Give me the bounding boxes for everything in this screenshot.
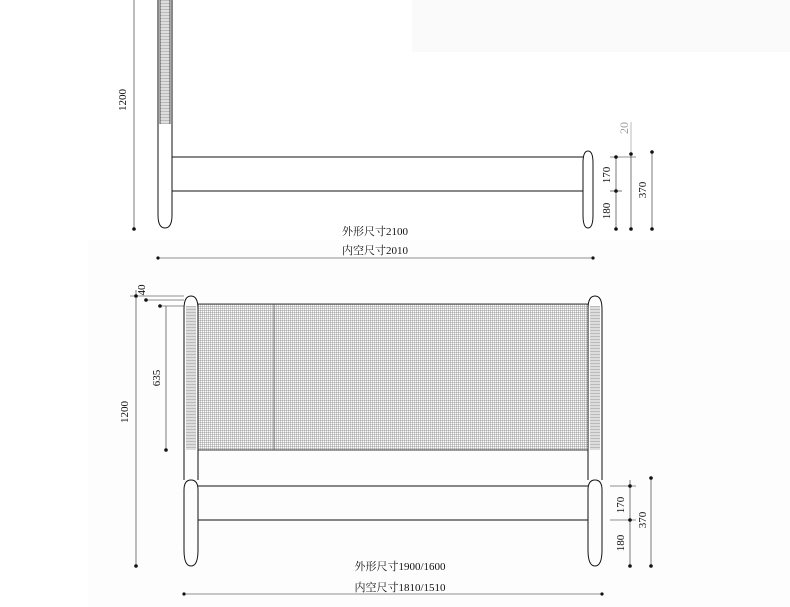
side-inner-length-label: 内空尺寸2010 [342,245,408,257]
headboard-panel [198,304,588,450]
side-right-dimensions [601,122,654,231]
front-rail-label: 170 [615,496,627,514]
side-outer-length-label: 外形尺寸2100 [342,226,408,238]
background-panel [412,0,790,52]
side-rail-label: 170 [601,166,613,184]
front-total-label: 370 [637,511,649,529]
front-inner-width-label: 内空尺寸1810/1510 [354,582,446,594]
footboard-side [583,151,593,228]
side-gap-label: 20 [617,122,631,134]
side-height-label: 1200 [117,89,129,111]
front-panel-label: 635 [151,369,163,387]
front-height-label: 1200 [119,401,131,423]
side-rail [172,157,583,191]
front-leg-label: 180 [615,534,627,552]
front-outer-width-label: 外形尺寸1900/1600 [354,561,446,573]
side-height-dimension [117,0,136,231]
side-leg-label: 180 [601,202,613,220]
side-total-label: 370 [637,181,649,199]
front-top-label: 40 [136,284,148,296]
headboard-side [158,0,172,228]
